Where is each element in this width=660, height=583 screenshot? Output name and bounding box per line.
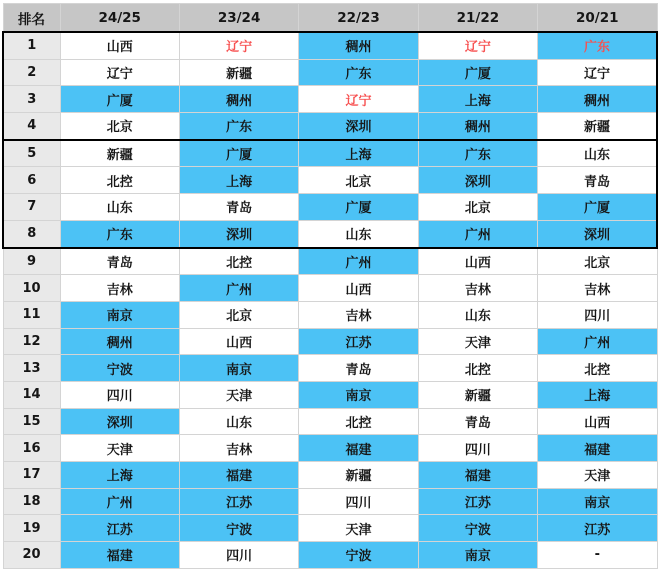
team-cell: 江苏 — [538, 515, 657, 542]
team-cell: 新疆 — [538, 113, 657, 140]
season-22-23-header: 22/23 — [299, 4, 418, 33]
team-cell: 江苏 — [179, 488, 298, 515]
team-cell: 南京 — [538, 488, 657, 515]
team-cell: 辽宁 — [60, 59, 179, 86]
team-cell: 山东 — [299, 220, 418, 247]
team-cell: 福建 — [60, 542, 179, 569]
team-cell: 辽宁 — [538, 59, 657, 86]
team-cell: - — [538, 542, 657, 569]
table-row — [3, 248, 657, 275]
table-row — [3, 408, 657, 435]
team-cell: 山西 — [299, 275, 418, 302]
team-cell: 福建 — [299, 435, 418, 462]
table-row — [3, 515, 657, 542]
season-21-22-header: 21/22 — [418, 4, 537, 33]
rank-cell: 9 — [3, 248, 60, 275]
team-cell: 广州 — [299, 248, 418, 275]
team-cell: 青岛 — [60, 248, 179, 275]
team-cell: 新疆 — [418, 381, 537, 408]
rank-cell: 3 — [3, 86, 60, 113]
rank-cell: 6 — [3, 167, 60, 194]
team-cell: 新疆 — [60, 140, 179, 167]
team-cell: 吉林 — [299, 301, 418, 328]
team-cell: 四川 — [418, 435, 537, 462]
rank-cell: 10 — [3, 275, 60, 302]
team-cell: 广东 — [418, 140, 537, 167]
team-cell: 宁波 — [60, 355, 179, 382]
team-cell: 吉林 — [538, 275, 657, 302]
table-row — [3, 462, 657, 489]
team-cell: 广厦 — [299, 194, 418, 221]
team-cell: 深圳 — [418, 167, 537, 194]
team-cell: 广州 — [60, 488, 179, 515]
table-row — [3, 301, 657, 328]
team-cell: 天津 — [299, 515, 418, 542]
team-cell: 天津 — [418, 328, 537, 355]
team-cell: 福建 — [538, 435, 657, 462]
rank-cell: 18 — [3, 488, 60, 515]
team-cell: 深圳 — [179, 220, 298, 247]
team-cell: 北京 — [418, 194, 537, 221]
header-row — [3, 4, 657, 33]
team-cell: 广厦 — [418, 59, 537, 86]
table-row — [3, 113, 657, 140]
team-cell: 四川 — [538, 301, 657, 328]
team-cell: 稠州 — [418, 113, 537, 140]
team-cell: 四川 — [299, 488, 418, 515]
team-cell: 天津 — [538, 462, 657, 489]
rank-cell: 8 — [3, 220, 60, 247]
rank-cell: 17 — [3, 462, 60, 489]
team-cell: 天津 — [60, 435, 179, 462]
season-23-24-header: 23/24 — [179, 4, 298, 33]
rank-cell: 13 — [3, 355, 60, 382]
team-cell: 广东 — [299, 59, 418, 86]
team-cell: 青岛 — [418, 408, 537, 435]
team-cell: 广东 — [179, 113, 298, 140]
team-cell: 山西 — [60, 32, 179, 59]
table-row — [3, 275, 657, 302]
team-cell: 广州 — [538, 328, 657, 355]
rank-cell: 2 — [3, 59, 60, 86]
rank-cell: 4 — [3, 113, 60, 140]
table-row — [3, 167, 657, 194]
table-row — [3, 140, 657, 167]
team-cell: 北控 — [179, 248, 298, 275]
team-cell: 广州 — [179, 275, 298, 302]
cba-season-ranking-table — [2, 3, 658, 569]
team-cell: 南京 — [299, 381, 418, 408]
team-cell: 北京 — [179, 301, 298, 328]
team-cell: 广州 — [418, 220, 537, 247]
team-cell: 稠州 — [60, 328, 179, 355]
team-cell: 南京 — [418, 542, 537, 569]
team-cell: 辽宁 — [179, 32, 298, 59]
team-cell: 深圳 — [538, 220, 657, 247]
team-cell: 广厦 — [179, 140, 298, 167]
rank-cell: 11 — [3, 301, 60, 328]
team-cell: 上海 — [418, 86, 537, 113]
table-row — [3, 32, 657, 59]
team-cell: 上海 — [60, 462, 179, 489]
rank-cell: 1 — [3, 32, 60, 59]
team-cell: 广厦 — [60, 86, 179, 113]
team-cell: 新疆 — [299, 462, 418, 489]
season-20-21-header: 20/21 — [538, 4, 657, 33]
rank-cell: 20 — [3, 542, 60, 569]
team-cell: 北京 — [60, 113, 179, 140]
team-cell: 南京 — [179, 355, 298, 382]
rank-column-header: 排名 — [3, 4, 60, 33]
rank-cell: 7 — [3, 194, 60, 221]
table-row — [3, 542, 657, 569]
team-cell: 南京 — [60, 301, 179, 328]
team-cell: 青岛 — [299, 355, 418, 382]
team-cell: 吉林 — [418, 275, 537, 302]
team-cell: 山东 — [418, 301, 537, 328]
team-cell: 江苏 — [299, 328, 418, 355]
team-cell: 广东 — [60, 220, 179, 247]
team-cell: 稠州 — [179, 86, 298, 113]
team-cell: 上海 — [299, 140, 418, 167]
season-24-25-header: 24/25 — [60, 4, 179, 33]
team-cell: 深圳 — [299, 113, 418, 140]
team-cell: 四川 — [60, 381, 179, 408]
team-cell: 吉林 — [60, 275, 179, 302]
team-cell: 辽宁 — [418, 32, 537, 59]
team-cell: 北京 — [299, 167, 418, 194]
team-cell: 北控 — [538, 355, 657, 382]
table-row — [3, 328, 657, 355]
table-row — [3, 86, 657, 113]
team-cell: 青岛 — [179, 194, 298, 221]
rank-cell: 16 — [3, 435, 60, 462]
table-row — [3, 220, 657, 247]
team-cell: 山东 — [60, 194, 179, 221]
rank-cell: 12 — [3, 328, 60, 355]
table-row — [3, 488, 657, 515]
team-cell: 稠州 — [538, 86, 657, 113]
team-cell: 福建 — [179, 462, 298, 489]
rank-cell: 5 — [3, 140, 60, 167]
team-cell: 稠州 — [299, 32, 418, 59]
team-cell: 新疆 — [179, 59, 298, 86]
team-cell: 宁波 — [418, 515, 537, 542]
team-cell: 上海 — [538, 381, 657, 408]
team-cell: 宁波 — [299, 542, 418, 569]
team-cell: 上海 — [179, 167, 298, 194]
team-cell: 广东 — [538, 32, 657, 59]
team-cell: 山西 — [179, 328, 298, 355]
team-cell: 宁波 — [179, 515, 298, 542]
table-row — [3, 435, 657, 462]
table-row — [3, 355, 657, 382]
team-cell: 江苏 — [60, 515, 179, 542]
team-cell: 山西 — [538, 408, 657, 435]
team-cell: 天津 — [179, 381, 298, 408]
team-cell: 青岛 — [538, 167, 657, 194]
table-row — [3, 59, 657, 86]
team-cell: 江苏 — [418, 488, 537, 515]
team-cell: 山东 — [179, 408, 298, 435]
team-cell: 吉林 — [179, 435, 298, 462]
team-cell: 山西 — [418, 248, 537, 275]
team-cell: 广厦 — [538, 194, 657, 221]
rank-cell: 15 — [3, 408, 60, 435]
table-row — [3, 381, 657, 408]
rank-cell: 19 — [3, 515, 60, 542]
team-cell: 深圳 — [60, 408, 179, 435]
team-cell: 四川 — [179, 542, 298, 569]
table-body — [3, 32, 657, 568]
team-cell: 福建 — [418, 462, 537, 489]
team-cell: 辽宁 — [299, 86, 418, 113]
team-cell: 北控 — [418, 355, 537, 382]
team-cell: 北控 — [299, 408, 418, 435]
rank-cell: 14 — [3, 381, 60, 408]
team-cell: 山东 — [538, 140, 657, 167]
table-row — [3, 194, 657, 221]
team-cell: 北京 — [538, 248, 657, 275]
team-cell: 北控 — [60, 167, 179, 194]
